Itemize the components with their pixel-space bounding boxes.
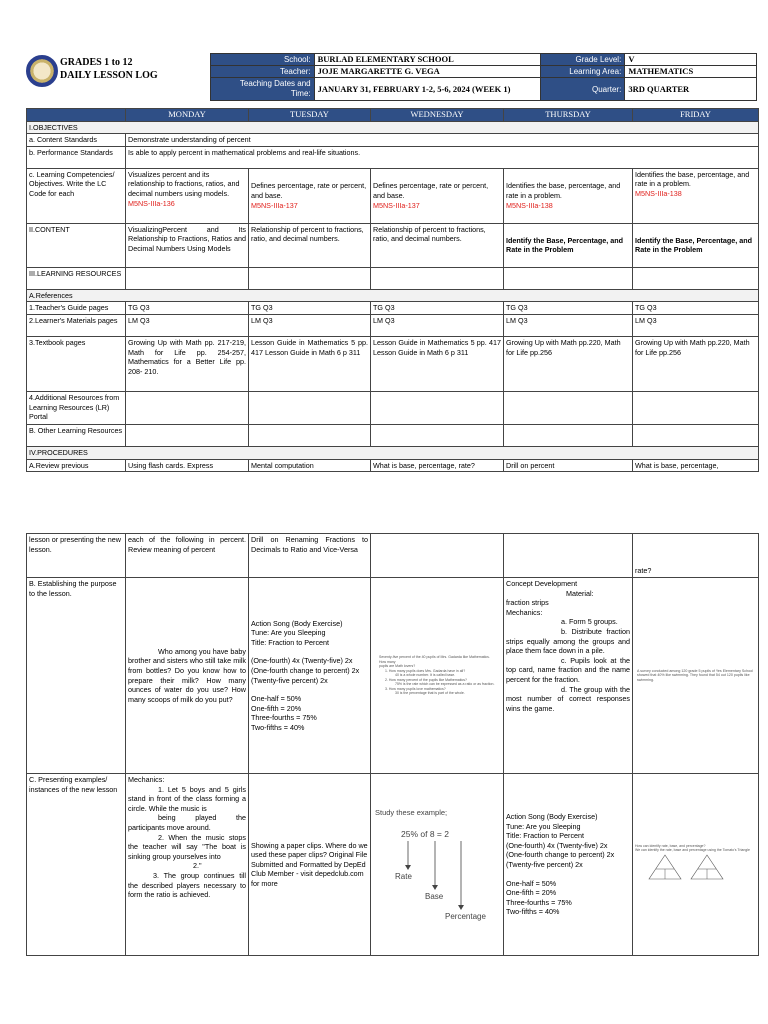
content-friday: Identify the Base, Percentage, and Rate in the Problem [633,223,759,267]
review-tuesday: Mental computation [249,459,371,472]
presenting-line: Title: Fraction to Percent [506,831,585,841]
presenting-monday [126,774,249,956]
image-line: We can identify the rate, base and percentage using the Tomato's Triangle [635,848,750,853]
purpose-line: (One-fourth) 4x (Twenty-five) 2x [251,656,353,666]
purpose-monday: Who among you have baby brother and sisters who still take milk from bottles? Do you know how to prepare their milk? How many ounces of water do you use? How many scoops of milk do you put? [126,578,249,774]
purpose-thursday [504,578,633,774]
cell-empty [504,267,633,289]
textbook-thursday: Growing Up with Math pp.220, Math for Life pp.256 [504,336,633,391]
review-label: A.Review previous [27,459,126,472]
grade-value: V [625,54,757,66]
review-cont-friday: rate? [633,534,759,578]
presenting-friday [633,774,759,956]
day-head-tuesday: TUESDAY [249,109,371,122]
tomato-triangle-caption [635,844,756,853]
presenting-line: Mechanics: [128,775,165,784]
purpose-line: Title: Fraction to Percent [251,637,330,647]
textbook-tuesday: Lesson Guide in Mathematics 5 pp. 417 Lesson Guide in Math 6 p 311 [249,336,371,391]
purpose-line: One-half = 50% [251,694,302,704]
performance-standards-value: Is able to apply percent in mathematical problems and real-life situations. [126,146,759,168]
tg-label: 1.Teacher's Guide pages [27,302,126,315]
log-title-dll: DAILY LESSON LOG [60,70,158,81]
purpose-friday [633,578,759,774]
lc-code: M5NS-IIIa-137 [373,200,420,210]
arrowhead-icon [432,885,438,890]
content-monday: VisualizingPercent and Its Relationship to Fractions, Ratios and Decimal Numbers Using Models [126,223,249,267]
references-heading: A.References [27,289,759,302]
lm-label: 2.Learner's Materials pages [27,314,126,336]
cell-empty [249,424,371,446]
cell-empty [371,424,504,446]
day-head-wednesday: WEDNESDAY [371,109,504,122]
image-line: How can identify rate, base, and percentage? [635,843,706,848]
lm-wednesday: LM Q3 [371,314,504,336]
presenting-line: Action Song (Body Exercise) [506,812,598,822]
cell-empty [371,391,504,424]
image-line: 75% is the rate which can be expressed as a ratio or as fraction. [395,682,495,687]
example-equation: 25% of 8 = 2 [401,829,449,840]
purpose-line: Tune: Are you Sleeping [251,628,326,638]
presenting-line: being played the participants move around. [128,813,246,832]
purpose-line: Material: [566,588,594,598]
deped-seal-icon [26,55,58,87]
lc-code: M5NS-IIIa-138 [635,188,682,198]
day-head-friday: FRIDAY [633,109,759,122]
log-title-grades: GRADES 1 to 12 [60,57,133,68]
content-wednesday: Relationship of percent to fractions, ratio, and decimal numbers. [371,223,504,267]
competency-text: Defines percentage, rate or percent, and base. [373,181,489,200]
presenting-line: 2. When the music stops the teacher will say "The boat is sinking group yourselves into [128,832,246,861]
textbook-friday: Growing Up with Math pp.220, Math for Life pp.256 [633,336,759,391]
example-heading: Study these example; [375,808,448,818]
purpose-line: Mechanics: [506,607,543,617]
competency-wednesday [371,168,504,223]
image-line: Seventy-five percent of the 40 pupils of Mrs. Gadarda like Mathematics. How many [379,655,490,664]
lc-code: M5NS-IIIa-137 [251,200,298,210]
review-friday: What is base, percentage, [633,459,759,472]
competencies-label: c. Learning Competencies/ Objectives. Write the LC Code for each [27,168,126,223]
area-label: Learning Area: [541,66,625,78]
purpose-line: One-fifth = 20% [251,703,302,713]
presenting-wednesday [371,774,504,956]
percentage-label: Percentage [445,912,486,922]
cell-empty [633,391,759,424]
image-line: 2. How many percent of the pupils like Mathematics? [385,677,467,682]
competency-thursday [504,168,633,223]
teacher-label: Teacher: [211,66,315,78]
cell-empty [126,267,249,289]
purpose-line: Three-fourths = 75% [251,713,317,723]
lm-friday: LM Q3 [633,314,759,336]
presenting-line: 2." [193,861,202,871]
purpose-line: Action Song (Body Exercise) [251,618,343,628]
word-problem-image [373,655,501,696]
quarter-value: 3RD QUARTER [625,78,757,101]
cell-empty [249,267,371,289]
day-head-blank [27,109,126,122]
presenting-line: 1. Let 5 boys and 5 girls stand in front of the class forming a circle. While the music is [128,784,246,813]
spacer [506,870,630,879]
purpose-line: Two-fifths = 40% [251,722,305,732]
cell-empty [504,391,633,424]
image-line: 3. How many pupils love mathematics? [385,686,446,691]
presenting-line: (One-fourth) 4x (Twenty-five) 2x [506,840,608,850]
content-standards-label: a. Content Standards [27,134,126,147]
procedures-heading: IV.PROCEDURES [27,446,759,459]
purpose-line: b. Distribute fraction strips equally among the groups and place them face down in a pile. [506,626,630,656]
presenting-line: Two-fifths = 40% [506,907,560,917]
image-line: pupils are Math lovers? [379,664,416,669]
review-wednesday: What is base, percentage, rate? [371,459,504,472]
arrowhead-icon [405,865,411,870]
presenting-line: 3. The group continues till the described players necessary to form the ratio is achieved. [128,870,246,900]
purpose-label: B. Establishing the purpose to the lesson. [27,578,126,774]
lm-monday: LM Q3 [126,314,249,336]
day-head-monday: MONDAY [126,109,249,122]
lm-thursday: LM Q3 [504,314,633,336]
teacher-value: JOJE MARGARETTE G. VEGA [314,66,541,78]
lesson-log-table-page1 [26,108,759,472]
dates-label-line2: Time: [290,89,311,98]
school-label: School: [211,54,315,66]
purpose-line: Concept Development [506,579,578,588]
quarter-label: Quarter: [541,78,625,101]
presenting-line: Three-fourths = 75% [506,897,572,907]
competency-friday [633,168,759,223]
presenting-label: C. Presenting examples/ instances of the new lesson [27,774,126,956]
dates-label-line1: Teaching Dates and [239,79,311,88]
content-tuesday: Relationship of percent to fractions, ratio, and decimal numbers. [249,223,371,267]
textbook-wednesday: Lesson Guide in Mathematics 5 pp. 417 Lesson Guide in Math 6 p 311 [371,336,504,391]
dates-value: JANUARY 31, FEBRUARY 1-2, 5-6, 2024 (WEEK 1) [314,78,541,101]
purpose-line: (Twenty-five percent) 2x [251,675,328,685]
image-line: 40 is a whole number. It is called base. [395,673,456,678]
base-label: Base [425,892,444,902]
tg-friday: TG Q3 [633,302,759,315]
cell-empty [633,267,759,289]
cell-empty [126,424,249,446]
lc-code: M5NS-IIIa-136 [128,198,175,208]
image-line: 1. How many pupils does Mrs. Gadarda have in all? [385,668,466,673]
arrowhead-icon [458,905,464,910]
purpose-wednesday [371,578,504,774]
purpose-line: d. The group with the most number of correct responses wins the game. [506,684,630,713]
cell-empty [126,391,249,424]
rate-label: Rate [395,872,412,882]
cell-empty [633,424,759,446]
content-label: II.CONTENT [27,223,126,267]
textbook-label: 3.Textbook pages [27,336,126,391]
cell-empty [504,424,633,446]
competency-text: Defines percentage, rate or percent, and base. [251,181,367,200]
presenting-line: (Twenty-five percent) 2x [506,860,583,869]
objectives-heading: I.OBJECTIVES [27,121,759,134]
spacer [251,685,368,694]
presenting-line: One-fifth = 20% [506,888,557,898]
textbook-monday: Growing Up with Math pp. 217-219, Math for Life pp. 254-257, Mathematics for a Better Life pp. 208- 210. [126,336,249,391]
lesson-log-table-page2 [26,533,759,956]
day-head-thursday: THURSDAY [504,109,633,122]
review-cont-label: lesson or presenting the new lesson. [27,534,126,578]
performance-standards-label: b. Performance Standards [27,146,126,168]
purpose-line: a. Form 5 groups. [561,617,618,627]
other-resources-label: B. Other Learning Resources [27,424,126,446]
spacer [251,647,368,656]
competency-text: Identifies the base, percentage, and rate in a problem. [506,181,621,200]
area-value: MATHEMATICS [625,66,757,78]
purpose-line: c. Pupils look at the top card, name fraction and the name percent for the fraction. [506,655,630,684]
review-thursday: Drill on percent [504,459,633,472]
competency-monday [126,168,249,223]
review-monday: Using flash cards. Express [126,459,249,472]
competency-tuesday [249,168,371,223]
tg-tuesday: TG Q3 [249,302,371,315]
learning-resources-label: III.LEARNING RESOURCES [27,267,126,289]
content-thursday: Identify the Base, Percentage, and Rate in the Problem [504,223,633,267]
review-cont-monday: each of the following in percent. Review meaning of percent [126,534,249,578]
dates-label [211,78,315,101]
presenting-line: (One-fourth change to percent) 2x [506,850,615,860]
tg-wednesday: TG Q3 [371,302,504,315]
competency-text: Visualizes percent and its relationship to fractions, ratios, and decimal numbers using models. [128,169,240,198]
grade-label: Grade Level: [541,54,625,66]
tomato-triangle-diagram [635,853,745,883]
rate-base-percentage-diagram [373,803,501,923]
review-cont-tuesday: Drill on Renaming Fractions to Decimals to Ratio and Vice-Versa [249,534,371,578]
review-cont-wednesday [371,534,504,578]
purpose-line: (One-fourth change to percent) 2x [251,665,360,675]
purpose-tuesday [249,578,371,774]
presenting-thursday [504,774,633,956]
cell-empty [371,267,504,289]
purpose-line: fraction strips [506,598,549,608]
lc-code: M5NS-IIIa-138 [506,200,553,210]
school-value: BURLAD ELEMENTARY SCHOOL [314,54,541,66]
competency-text: Identifies the base, percentage, and rate in a problem. [635,169,750,189]
presenting-line: Tune: Are you Sleeping [506,821,581,831]
presenting-line: One-half = 50% [506,878,557,888]
tg-monday: TG Q3 [126,302,249,315]
review-cont-thursday [504,534,633,578]
lm-tuesday: LM Q3 [249,314,371,336]
cell-empty [249,391,371,424]
content-standards-value: Demonstrate understanding of percent [126,134,759,147]
additional-resources-label: 4.Additional Resources from Learning Resources (LR) Portal [27,391,126,424]
survey-image: A survey conducted among 120 grade 5 pupils of Yes Elementary School showed that 40% like swimming. They found that 54 out 120 pupils like swimming. [637,668,753,682]
header-info-table [210,53,757,101]
image-line: 30 is the percentage that is part of the whole. [395,691,465,696]
presenting-tuesday: Showing a paper clips. Where do we used these paper clips? Original File Submitted and Formatted by DepEd Club Member - visit depedclub.com for more [249,774,371,956]
tg-thursday: TG Q3 [504,302,633,315]
